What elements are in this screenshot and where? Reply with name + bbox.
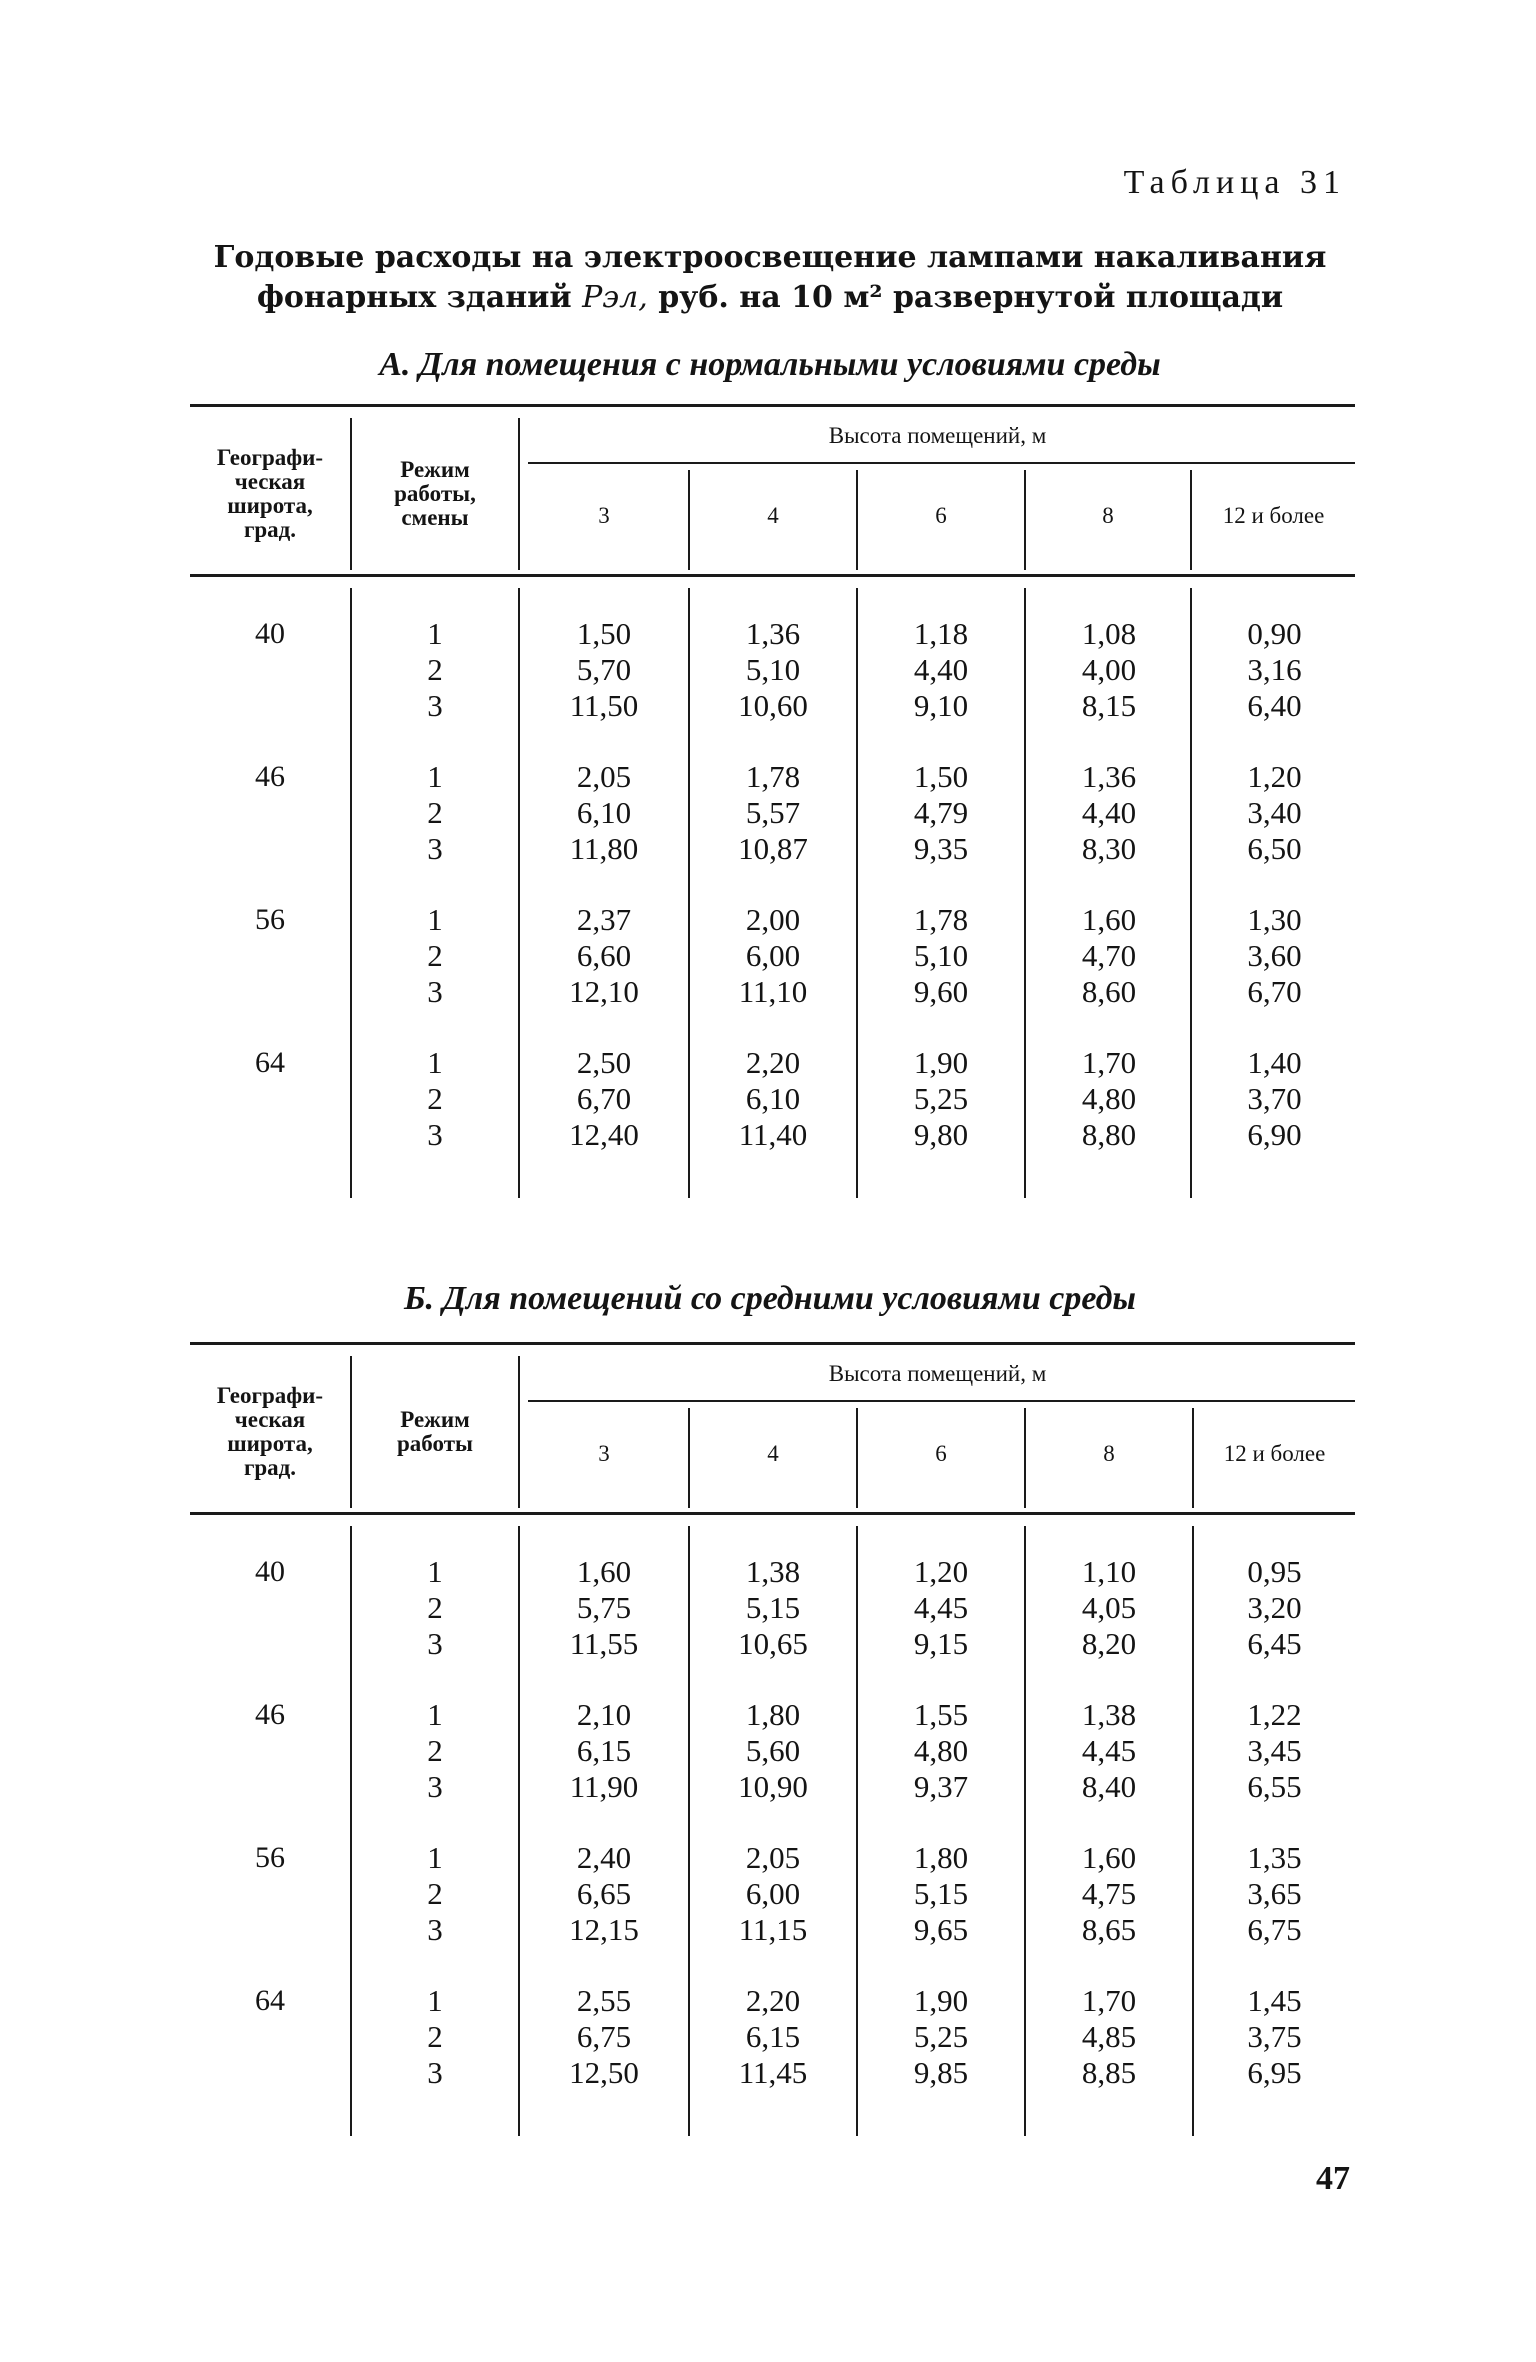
- value-cell: 6,55: [1247, 1769, 1302, 1804]
- value-cell: 0,90: [1247, 616, 1302, 651]
- value-column: [520, 1840, 688, 1948]
- height-header-6: 6: [935, 503, 947, 528]
- value-column: [690, 902, 856, 1010]
- value-cell: 1,30: [1247, 902, 1302, 937]
- value-cell: 3,45: [1247, 1733, 1302, 1768]
- value-cell: 1,60: [576, 1554, 632, 1589]
- value-cell: 9,35: [913, 831, 969, 866]
- value-cell: 1,70: [1081, 1045, 1137, 1080]
- value-column: [1194, 1983, 1355, 2091]
- value-cell: 3,60: [1247, 938, 1302, 973]
- value-cell: 11,50: [569, 688, 639, 723]
- section-b-title: [190, 1280, 1350, 1318]
- mode-cell: 3: [427, 831, 443, 866]
- value-cell: 4,75: [1081, 1876, 1137, 1911]
- value-cell: 5,15: [913, 1876, 969, 1911]
- value-cell: 6,15: [576, 1733, 632, 1768]
- value-cell: 1,80: [745, 1697, 801, 1732]
- latitude-group-64: [190, 1045, 1355, 1155]
- value-cell: 3,75: [1247, 2019, 1302, 2054]
- value-cell: 6,90: [1247, 1117, 1302, 1152]
- caption-symbol: Рэл,: [582, 280, 648, 315]
- value-cell: 1,50: [576, 616, 632, 651]
- value-column: [858, 1697, 1024, 1805]
- section-a-text: Для помещения с нормальными условиями среды: [418, 346, 1161, 383]
- value-cell: 3,16: [1247, 652, 1302, 687]
- caption-line-2-pre: фонарных зданий: [256, 280, 572, 315]
- value-cell: 1,55: [913, 1697, 969, 1732]
- height-group-header: Высота помещений, м: [828, 423, 1047, 448]
- value-cell: 4,00: [1081, 652, 1137, 687]
- value-cell: 1,20: [1247, 759, 1302, 794]
- value-cell: 9,80: [913, 1117, 969, 1152]
- value-column: [1194, 1697, 1355, 1805]
- value-cell: 5,10: [745, 652, 801, 687]
- value-cell: 10,90: [738, 1769, 808, 1804]
- mode-cell: 2: [427, 652, 443, 687]
- value-cell: 9,85: [913, 2055, 969, 2090]
- latitude-cell: 56: [255, 1841, 285, 1874]
- value-cell: 2,00: [745, 902, 801, 937]
- value-cell: 2,10: [576, 1697, 632, 1732]
- value-cell: 11,45: [738, 2055, 808, 2090]
- mode-cell: 2: [427, 1590, 443, 1625]
- mode-cell: 1: [427, 1840, 443, 1875]
- value-cell: 8,15: [1081, 688, 1137, 723]
- value-column: [1026, 759, 1192, 867]
- latitude-cell: 46: [255, 760, 285, 793]
- latitude-cell: 46: [255, 1698, 285, 1731]
- height-header-12: 12 и более: [1223, 1441, 1326, 1466]
- value-cell: 6,50: [1247, 831, 1302, 866]
- mode-cell: 3: [427, 1769, 443, 1804]
- value-cell: 1,80: [913, 1840, 969, 1875]
- value-cell: 8,80: [1081, 1117, 1137, 1152]
- value-cell: 4,85: [1081, 2019, 1137, 2054]
- value-cell: 6,95: [1247, 2055, 1302, 2090]
- value-cell: 3,65: [1247, 1876, 1302, 1911]
- mode-cell: 3: [427, 2055, 443, 2090]
- value-column: [1194, 616, 1355, 724]
- value-cell: 5,60: [745, 1733, 801, 1768]
- value-cell: 1,36: [1081, 759, 1137, 794]
- mode-cell: 3: [427, 1117, 443, 1152]
- section-a-title: [190, 346, 1350, 384]
- mode-column: [352, 1554, 518, 1662]
- value-cell: 8,65: [1081, 1912, 1137, 1947]
- mode-cell: 1: [427, 1554, 443, 1589]
- value-cell: 4,45: [913, 1590, 969, 1625]
- latitude-group-40: [190, 616, 1355, 726]
- value-cell: 4,40: [913, 652, 969, 687]
- value-cell: 5,25: [913, 1081, 969, 1116]
- value-column: [520, 1554, 688, 1662]
- value-cell: 6,00: [745, 1876, 801, 1911]
- latitude-header: Географи- ческая широта, град.: [216, 1383, 324, 1480]
- mode-cell: 3: [427, 974, 443, 1009]
- height-group-header: Высота помещений, м: [828, 1361, 1047, 1386]
- value-column: [858, 1983, 1024, 2091]
- value-cell: 11,40: [738, 1117, 808, 1152]
- value-column: [690, 759, 856, 867]
- mode-cell: 1: [427, 1697, 443, 1732]
- value-column: [1194, 1840, 1355, 1948]
- value-cell: 3,70: [1247, 1081, 1302, 1116]
- table-a-top-rule: [190, 404, 1355, 407]
- height-header-4: 4: [767, 503, 779, 528]
- value-column: [1026, 902, 1192, 1010]
- mode-cell: 1: [427, 759, 443, 794]
- height-header-4: 4: [767, 1441, 779, 1466]
- caption-line-2-post: руб. на 10 м² развернутой площади: [658, 280, 1284, 315]
- value-cell: 5,15: [745, 1590, 801, 1625]
- value-cell: 1,70: [1081, 1983, 1137, 2018]
- value-cell: 12,40: [569, 1117, 639, 1152]
- value-cell: 2,55: [576, 1983, 632, 2018]
- value-column: [690, 1840, 856, 1948]
- value-cell: 1,78: [913, 902, 969, 937]
- height-header-3: 3: [598, 503, 610, 528]
- value-column: [1194, 902, 1355, 1010]
- value-cell: 3,40: [1247, 795, 1302, 830]
- value-cell: 5,70: [576, 652, 632, 687]
- section-a-letter: А.: [379, 346, 411, 383]
- value-cell: 1,38: [1081, 1697, 1137, 1732]
- value-cell: 5,25: [913, 2019, 969, 2054]
- value-column: [858, 1554, 1024, 1662]
- mode-column: [352, 1045, 518, 1153]
- table-a: [190, 404, 1355, 1204]
- value-cell: 1,18: [913, 616, 969, 651]
- latitude-cell: 40: [255, 617, 285, 650]
- mode-column: [352, 1840, 518, 1948]
- value-column: [1026, 616, 1192, 724]
- page-number: 47: [1316, 2160, 1350, 2197]
- mode-cell: 2: [427, 2019, 443, 2054]
- value-cell: 12,10: [569, 974, 639, 1009]
- value-cell: 9,10: [913, 688, 969, 723]
- value-column: [520, 616, 688, 724]
- value-column: [520, 1983, 688, 2091]
- caption-line-2: [190, 278, 1350, 318]
- latitude-cell: 64: [255, 1046, 285, 1079]
- value-column: [520, 902, 688, 1010]
- value-cell: 6,75: [1247, 1912, 1302, 1947]
- value-cell: 2,20: [745, 1983, 801, 2018]
- value-cell: 2,40: [576, 1840, 632, 1875]
- value-column: [1026, 1840, 1192, 1948]
- table-b-height-rule: [528, 1400, 1355, 1402]
- value-cell: 9,37: [913, 1769, 969, 1804]
- value-cell: 1,50: [913, 759, 969, 794]
- value-cell: 8,30: [1081, 831, 1137, 866]
- value-cell: 5,10: [913, 938, 969, 973]
- mode-column: [352, 1697, 518, 1805]
- value-cell: 4,70: [1081, 938, 1137, 973]
- value-cell: 8,85: [1081, 2055, 1137, 2090]
- value-cell: 1,35: [1247, 1840, 1302, 1875]
- value-cell: 1,36: [745, 616, 801, 651]
- mode-cell: 3: [427, 688, 443, 723]
- value-cell: 11,15: [738, 1912, 808, 1947]
- value-cell: 6,70: [576, 1081, 632, 1116]
- mode-header: Режим работы: [397, 1407, 473, 1456]
- mode-column: [352, 616, 518, 724]
- value-column: [690, 1554, 856, 1662]
- value-cell: 0,95: [1247, 1554, 1302, 1589]
- latitude-cell: 40: [255, 1555, 285, 1588]
- value-cell: 5,75: [576, 1590, 632, 1625]
- mode-cell: 2: [427, 795, 443, 830]
- value-cell: 1,90: [913, 1045, 969, 1080]
- value-cell: 9,65: [913, 1912, 969, 1947]
- value-cell: 1,78: [745, 759, 801, 794]
- value-column: [858, 616, 1024, 724]
- table-a-header-rule: [190, 574, 1355, 577]
- value-cell: 1,60: [1081, 902, 1137, 937]
- value-cell: 4,40: [1081, 795, 1137, 830]
- value-cell: 6,15: [745, 2019, 801, 2054]
- value-cell: 6,70: [1247, 974, 1302, 1009]
- value-cell: 1,40: [1247, 1045, 1302, 1080]
- latitude-group-64: [190, 1983, 1355, 2093]
- mode-cell: 3: [427, 1626, 443, 1661]
- mode-cell: 1: [427, 902, 443, 937]
- table-b-header-rule: [190, 1512, 1355, 1515]
- value-cell: 8,60: [1081, 974, 1137, 1009]
- table-caption: [190, 238, 1350, 318]
- value-cell: 12,15: [569, 1912, 639, 1947]
- latitude-header: Географи- ческая широта, град.: [216, 445, 324, 542]
- value-column: [1026, 1983, 1192, 2091]
- mode-column: [352, 1983, 518, 2091]
- table-b-top-rule: [190, 1342, 1355, 1345]
- value-cell: 6,40: [1247, 688, 1302, 723]
- value-cell: 2,05: [576, 759, 632, 794]
- value-column: [520, 759, 688, 867]
- mode-cell: 2: [427, 938, 443, 973]
- value-column: [1026, 1697, 1192, 1805]
- value-column: [1026, 1045, 1192, 1153]
- value-cell: 2,37: [576, 902, 632, 937]
- value-column: [858, 1840, 1024, 1948]
- latitude-group-40: [190, 1554, 1355, 1664]
- value-column: [858, 902, 1024, 1010]
- latitude-cell: 56: [255, 903, 285, 936]
- value-cell: 4,79: [913, 795, 969, 830]
- value-cell: 8,40: [1081, 1769, 1137, 1804]
- value-cell: 10,65: [738, 1626, 808, 1661]
- mode-cell: 2: [427, 1081, 443, 1116]
- mode-cell: 2: [427, 1733, 443, 1768]
- height-header-8: 8: [1103, 1441, 1115, 1466]
- value-cell: 6,60: [576, 938, 632, 973]
- value-cell: 4,05: [1081, 1590, 1137, 1625]
- value-column: [690, 1983, 856, 2091]
- height-header-6: 6: [935, 1441, 947, 1466]
- value-cell: 5,57: [745, 795, 801, 830]
- mode-header: Режим работы, смены: [394, 457, 476, 530]
- latitude-group-56: [190, 902, 1355, 1012]
- value-cell: 10,87: [738, 831, 808, 866]
- value-cell: 6,00: [745, 938, 801, 973]
- value-column: [1194, 1554, 1355, 1662]
- value-cell: 1,08: [1081, 616, 1137, 651]
- section-b-text: Для помещений со средними условиями среды: [442, 1280, 1137, 1317]
- value-cell: 11,90: [569, 1769, 639, 1804]
- mode-column: [352, 902, 518, 1010]
- value-column: [858, 759, 1024, 867]
- mode-cell: 2: [427, 1876, 443, 1911]
- value-column: [690, 616, 856, 724]
- latitude-group-46: [190, 1697, 1355, 1807]
- section-b-letter: Б.: [403, 1280, 435, 1317]
- value-column: [1194, 759, 1355, 867]
- table-number: Таблица 31: [1123, 164, 1346, 201]
- value-cell: 4,45: [1081, 1733, 1137, 1768]
- value-column: [858, 1045, 1024, 1153]
- value-column: [690, 1045, 856, 1153]
- value-cell: 8,20: [1081, 1626, 1137, 1661]
- mode-cell: 3: [427, 1912, 443, 1947]
- value-cell: 4,80: [913, 1733, 969, 1768]
- mode-column: [352, 759, 518, 867]
- value-column: [520, 1697, 688, 1805]
- value-column: [690, 1697, 856, 1805]
- latitude-group-56: [190, 1840, 1355, 1950]
- value-cell: 1,90: [913, 1983, 969, 2018]
- value-cell: 2,05: [745, 1840, 801, 1875]
- value-cell: 6,10: [745, 1081, 801, 1116]
- value-cell: 6,65: [576, 1876, 632, 1911]
- value-cell: 4,80: [1081, 1081, 1137, 1116]
- value-cell: 1,45: [1247, 1983, 1302, 2018]
- latitude-group-46: [190, 759, 1355, 869]
- value-column: [1194, 1045, 1355, 1153]
- value-cell: 1,10: [1081, 1554, 1137, 1589]
- value-cell: 9,15: [913, 1626, 969, 1661]
- value-cell: 3,20: [1247, 1590, 1302, 1625]
- table-b: [190, 1342, 1355, 2142]
- table-a-height-rule: [528, 462, 1355, 464]
- value-cell: 11,55: [569, 1626, 639, 1661]
- value-cell: 11,10: [738, 974, 808, 1009]
- value-column: [520, 1045, 688, 1153]
- value-cell: 6,10: [576, 795, 632, 830]
- value-cell: 2,50: [576, 1045, 632, 1080]
- value-cell: 12,50: [569, 2055, 639, 2090]
- mode-cell: 1: [427, 1045, 443, 1080]
- latitude-cell: 64: [255, 1984, 285, 2017]
- value-column: [1026, 1554, 1192, 1662]
- value-cell: 10,60: [738, 688, 808, 723]
- value-cell: 1,20: [913, 1554, 969, 1589]
- mode-cell: 1: [427, 616, 443, 651]
- value-cell: 6,75: [576, 2019, 632, 2054]
- value-cell: 1,38: [745, 1554, 801, 1589]
- mode-cell: 1: [427, 1983, 443, 2018]
- value-cell: 1,22: [1247, 1697, 1302, 1732]
- height-header-8: 8: [1102, 503, 1114, 528]
- value-cell: 11,80: [569, 831, 639, 866]
- value-cell: 6,45: [1247, 1626, 1302, 1661]
- height-header-12: 12 и более: [1222, 503, 1325, 528]
- height-header-3: 3: [598, 1441, 610, 1466]
- caption-line-1: Годовые расходы на электроосвещение лампами накаливания: [213, 240, 1327, 275]
- value-cell: 1,60: [1081, 1840, 1137, 1875]
- value-cell: 2,20: [745, 1045, 801, 1080]
- value-cell: 9,60: [913, 974, 969, 1009]
